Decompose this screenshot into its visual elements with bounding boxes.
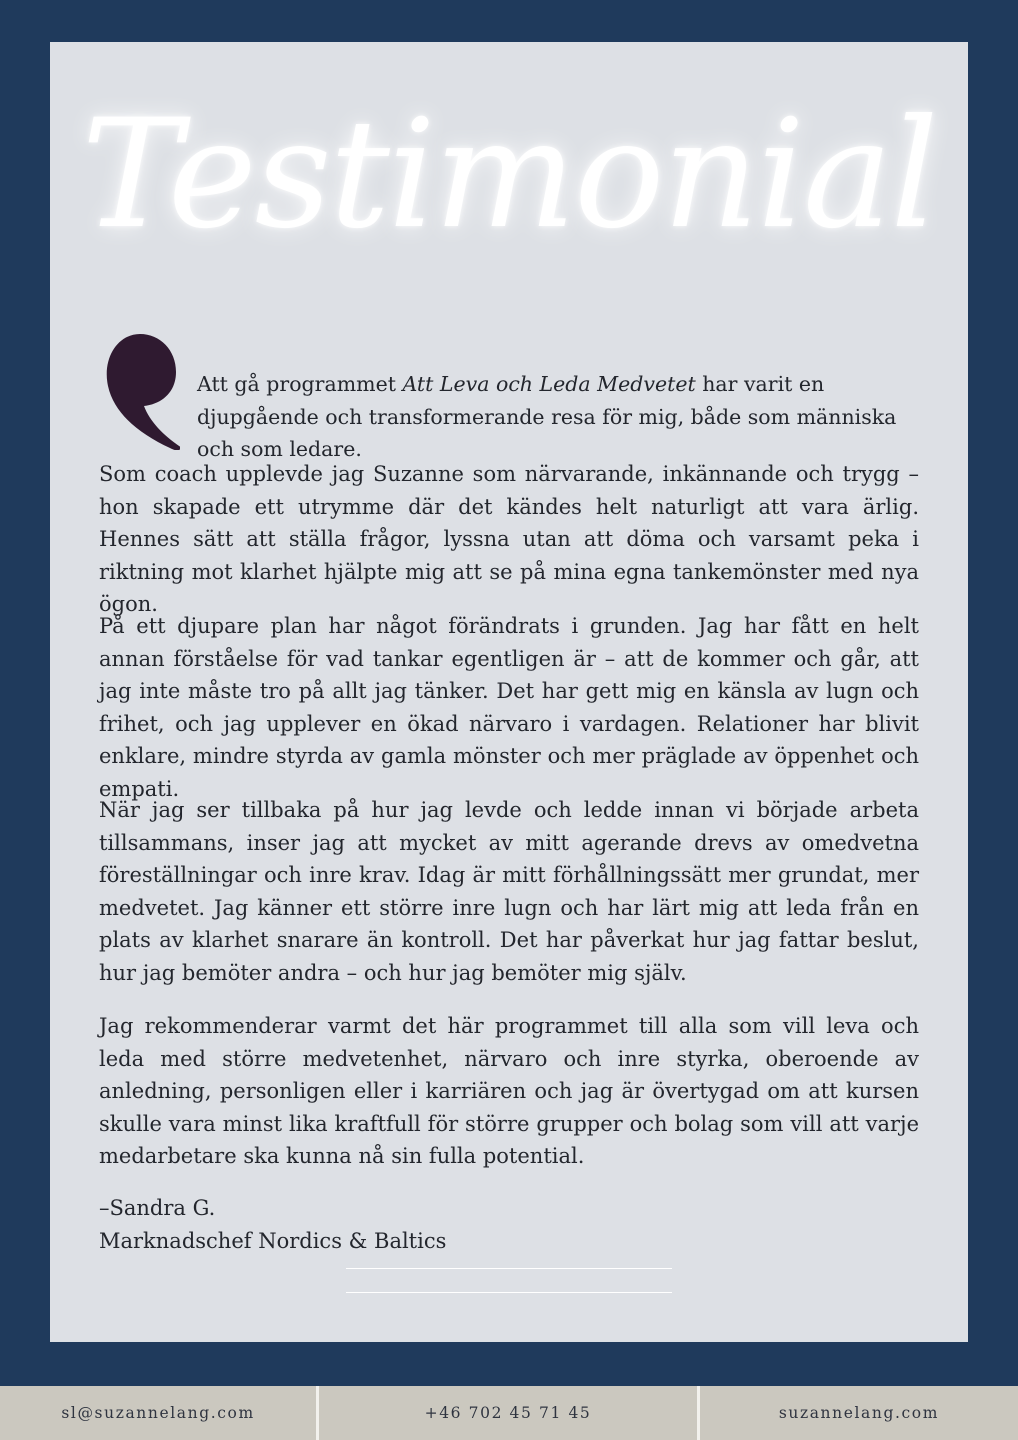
testimonial-paragraph: Som coach upplevde jag Suzanne som närvarande, inkännande och trygg – hon skapade ett utrymme där det kändes helt naturligt att vara ärlig. Hennes sätt att ställa frågor, lyssna utan att döma och varsamt peka i riktning mot klarhet hjälpte mig att se på mina egna tankemönster med nya ögon. [99,462,919,617]
footer-phone[interactable]: +46 702 45 71 45 [424,1404,592,1422]
intro-text-end: har varit en djupgående och transformerande resa för mig, både som människa och som ledare. [197,372,897,462]
testimonial-paragraph: På ett djupare plan har något förändrats i grunden. Jag har fått en helt annan förståelse för vad tankar egentligen är – att de kommer och går, att jag inte måste tro på allt jag tänker. Det har gett mig en känsla av lugn och frihet, och jag upplever en ökad närvaro i vardagen. Relationer har blivit enklare, mindre styrda av gamla mönster och mer präglade av öppenhet och empati. [99,614,919,801]
quote-mark-icon [100,330,180,450]
footer-website[interactable]: suzannelang.com [778,1404,940,1422]
intro-text-start: Att gå programmet [197,372,403,396]
contact-footer [0,1386,1018,1440]
signature-role: Marknadschef Nordics & Baltics [99,1228,447,1253]
testimonial-paragraph: Jag rekommenderar varmt det här programmet till alla som vill leva och leda med större medvetenhet, närvaro och inre styrka, oberoende av anledning, personligen eller i karriären och jag är övertygad om att kursen skulle vara minst lika kraftfull för större grupper och bolag som vill att varje medarbetare ska kunna nå sin fulla potential. [99,1014,919,1169]
signature-name: –Sandra G. [99,1196,216,1220]
divider-line [346,1292,672,1293]
program-name: Att Leva och Leda Medvetet [402,372,696,396]
testimonial-card [50,42,968,1342]
divider-line [346,1268,672,1269]
signature [99,1192,919,1257]
footer-email[interactable]: sl@suzannelang.com [61,1404,255,1422]
intro-paragraph [197,368,921,466]
testimonial-paragraph: När jag ser tillbaka på hur jag levde och ledde innan vi började arbeta tillsammans, inser jag att mycket av mitt agerande drevs av omedvetna föreställningar och inre krav. Idag är mitt förhållningssätt mer grundat, mer medvetet. Jag känner ett större inre lugn och har lärt mig att leda från en plats av klarhet snarare än kontroll. Det har påverkat hur jag fattar beslut, hur jag bemöter andra – och hur jag bemöter mig själv. [99,798,919,985]
page-title: Testimonial [81,88,937,262]
